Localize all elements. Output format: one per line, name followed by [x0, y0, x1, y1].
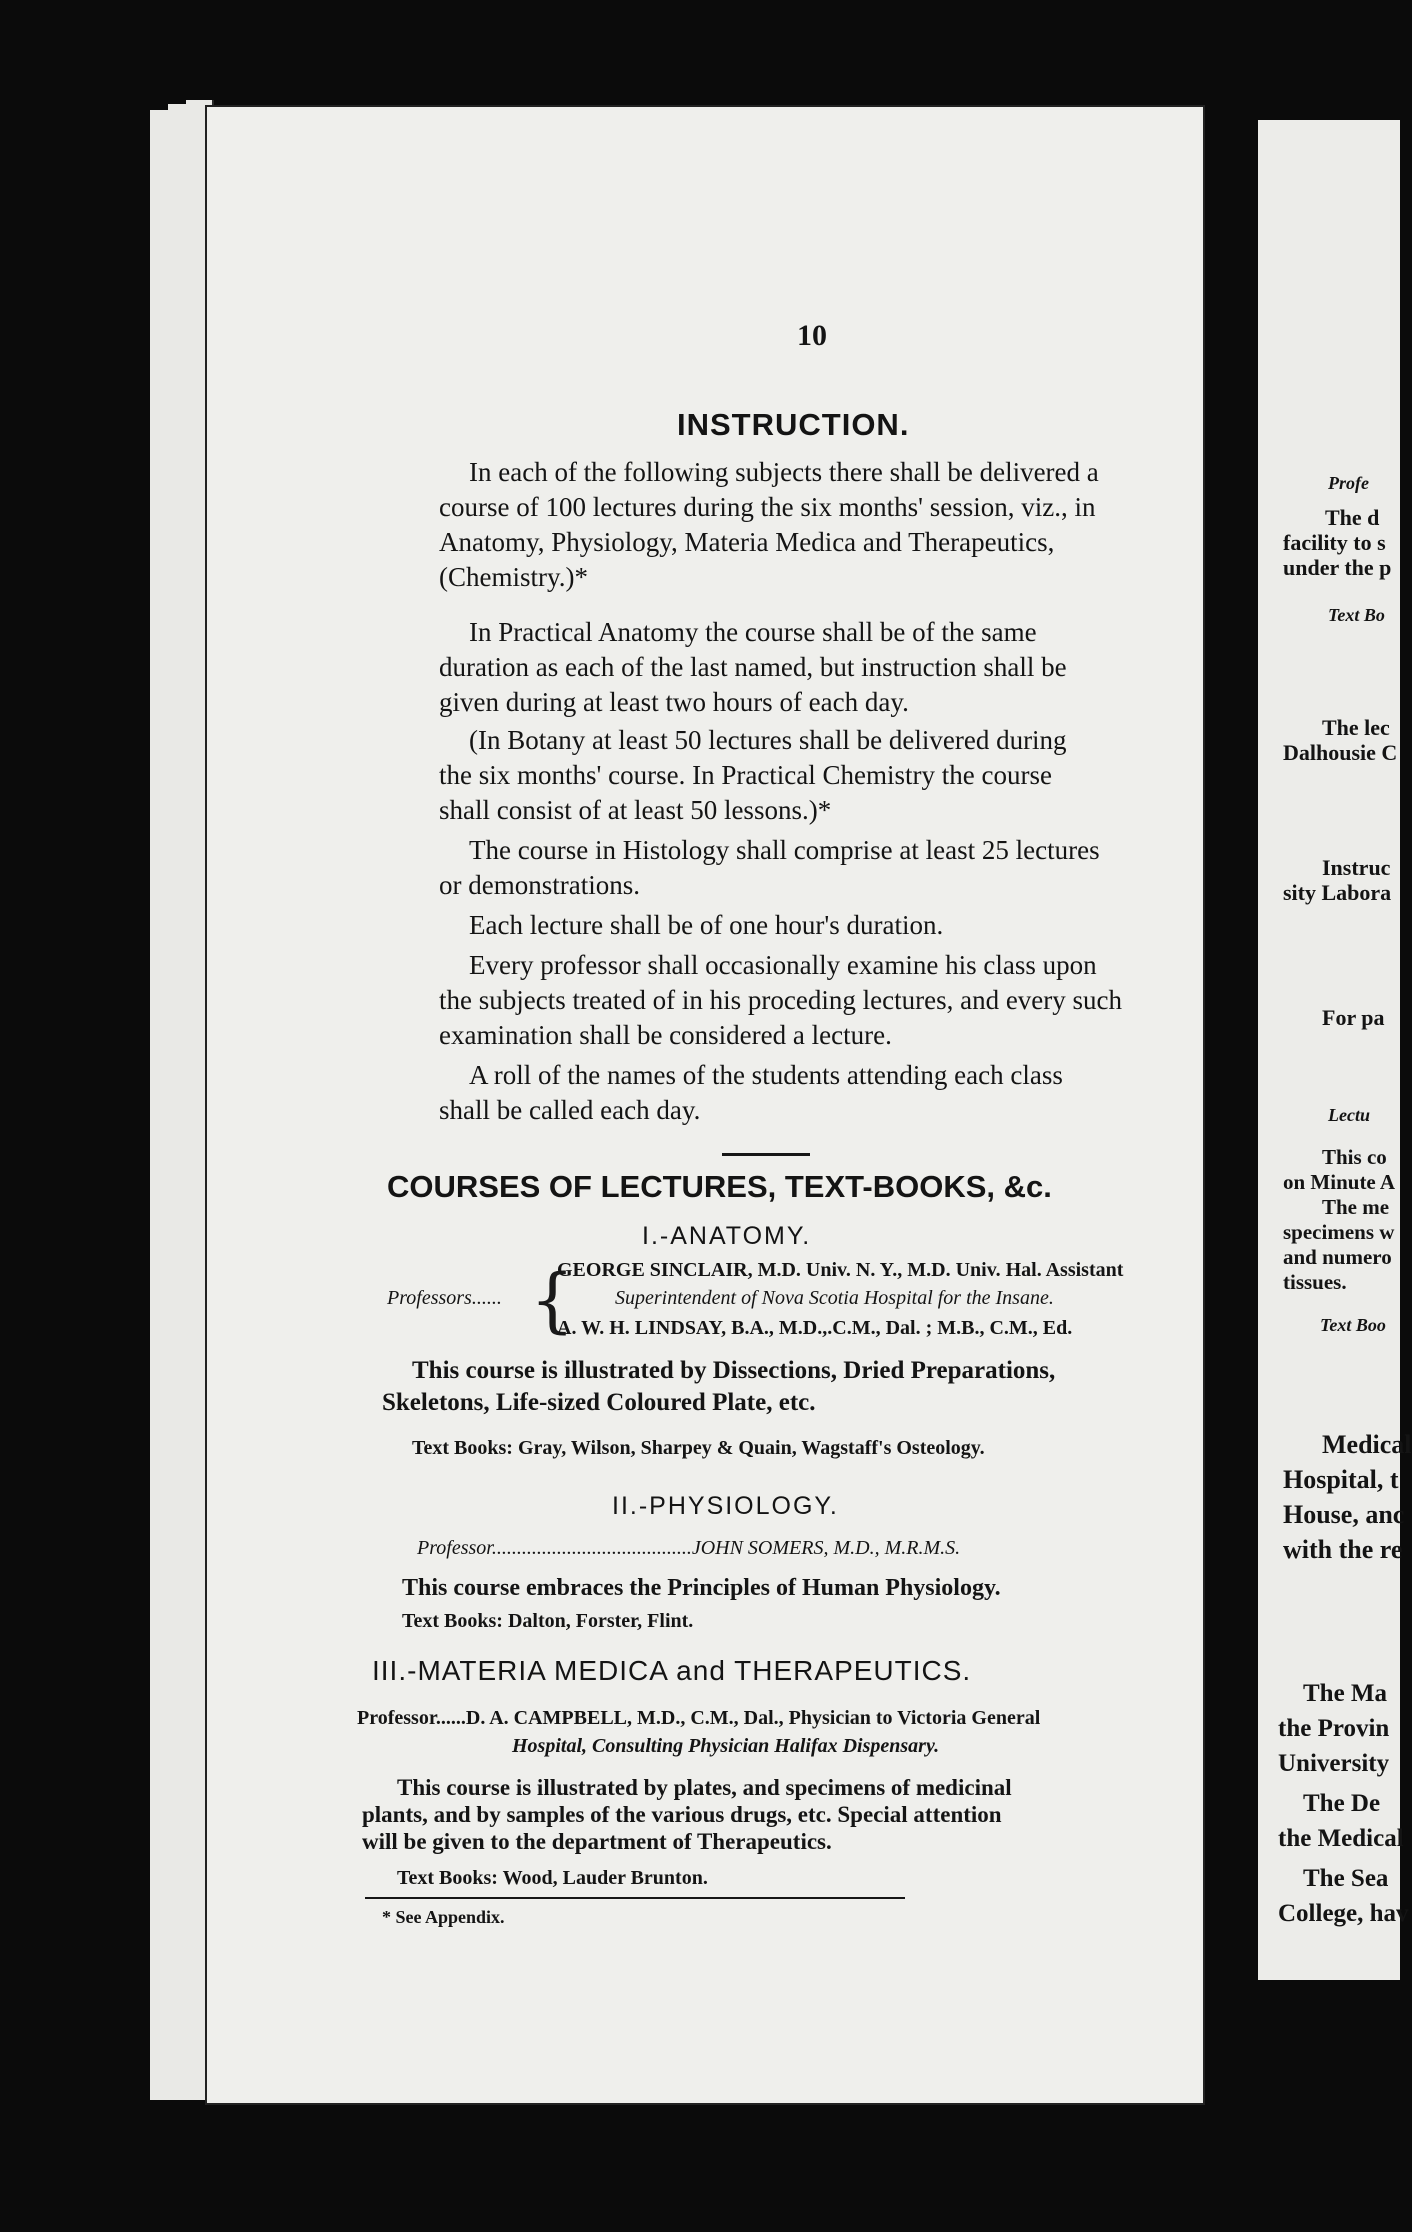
fragment: Text Boo	[1320, 1315, 1386, 1335]
physiology-title: II.-PHYSIOLOGY.	[612, 1492, 839, 1520]
fragment: with the re	[1283, 1535, 1403, 1564]
body-line: the six months' course. In Practical Chemistry the course	[439, 760, 1052, 790]
physiology-professor-line: Professor........................................JOHN SOMERS, M.D., M.R.M.S.	[417, 1537, 961, 1559]
anatomy-professors-label: Professors......	[387, 1287, 502, 1309]
fragment: the Provin	[1278, 1715, 1390, 1742]
professor-line: GEORGE SINCLAIR, M.D. Univ. N. Y., M.D. Univ. Hal. Assistant	[557, 1259, 1124, 1281]
fragment: and numero	[1283, 1245, 1392, 1269]
body-line: In each of the following subjects there shall be delivered a	[469, 457, 1099, 487]
fragment: The d	[1325, 505, 1380, 530]
footnote-rule	[365, 1897, 905, 1899]
materia-description-line: plants, and by samples of the various drugs, etc. Special attention	[362, 1802, 1002, 1827]
materia-description-line: This course is illustrated by plates, and specimens of medicinal	[397, 1775, 1012, 1800]
body-line: A roll of the names of the students attending each class	[469, 1060, 1063, 1090]
physiology-text-books: Text Books: Dalton, Forster, Flint.	[402, 1610, 694, 1632]
fragment: Dalhousie C	[1283, 740, 1398, 765]
fragment: Medical	[1322, 1430, 1412, 1459]
professor-line: Superintendent of Nova Scotia Hospital for the Insane.	[615, 1287, 1054, 1309]
materia-description-line: will be given to the department of Therapeutics.	[362, 1829, 832, 1854]
fragment: Profe	[1328, 473, 1369, 493]
fragment: The me	[1322, 1195, 1390, 1219]
fragment: the Medical	[1278, 1825, 1404, 1852]
brace-icon: {	[530, 1259, 575, 1341]
fragment: The De	[1303, 1790, 1381, 1817]
page-number: 10	[797, 319, 827, 352]
right-page	[1258, 120, 1412, 1980]
left-page	[205, 105, 1205, 2105]
body-line: The course in Histology shall comprise at least 25 lectures	[469, 835, 1100, 865]
body-line: Every professor shall occasionally examine his class upon	[469, 950, 1097, 980]
fragment: Text Bo	[1328, 605, 1385, 625]
body-line: duration as each of the last named, but instruction shall be	[439, 652, 1067, 682]
footnote: * See Appendix.	[382, 1907, 505, 1927]
materia-medica-title: III.-MATERIA MEDICA and THERAPEUTICS.	[372, 1655, 972, 1686]
fragment: University	[1278, 1750, 1390, 1777]
gutter	[1230, 0, 1260, 2232]
body-line: shall consist of at least 50 lessons.)*	[439, 795, 832, 825]
body-line: Each lecture shall be of one hour's duration.	[469, 910, 944, 940]
fragment: Lectu	[1328, 1105, 1370, 1125]
fragment: on Minute A	[1283, 1170, 1396, 1194]
fragment: House, anc	[1283, 1500, 1405, 1529]
anatomy-description-line: This course is illustrated by Dissections, Dried Preparations,	[412, 1357, 1056, 1384]
physiology-description: This course embraces the Principles of Human Physiology.	[402, 1575, 1001, 1601]
fragment: The lec	[1322, 715, 1390, 740]
fragment: For pa	[1322, 1005, 1385, 1030]
fragment: facility to s	[1283, 530, 1386, 555]
courses-heading: COURSES OF LECTURES, TEXT-BOOKS, &c.	[387, 1169, 1052, 1204]
materia-professor-line: Professor......D. A. CAMPBELL, M.D., C.M., Dal., Physician to Victoria General	[357, 1707, 1041, 1729]
materia-text-books: Text Books: Wood, Lauder Brunton.	[397, 1867, 708, 1889]
body-line: course of 100 lectures during the six months' session, viz., in	[439, 492, 1096, 522]
body-line: given during at least two hours of each day.	[439, 687, 909, 717]
anatomy-text-books: Text Books: Gray, Wilson, Sharpey & Quain, Wagstaff's Osteology.	[412, 1437, 985, 1459]
body-line: (In Botany at least 50 lectures shall be delivered during	[469, 725, 1067, 755]
anatomy-title: I.-ANATOMY.	[642, 1222, 812, 1250]
body-line: examination shall be considered a lecture.	[439, 1020, 892, 1050]
body-line: or demonstrations.	[439, 870, 640, 900]
fragment: College, hav	[1278, 1900, 1409, 1927]
fragment: The Sea	[1303, 1865, 1389, 1892]
body-line: In Practical Anatomy the course shall be of the same	[469, 617, 1037, 647]
fragment: specimens w	[1283, 1220, 1395, 1244]
anatomy-description-line: Skeletons, Life-sized Coloured Plate, etc.	[382, 1389, 816, 1416]
fragment: This co	[1322, 1145, 1387, 1169]
section-divider	[722, 1153, 810, 1156]
fragment: under the p	[1283, 555, 1392, 580]
fragment: tissues.	[1283, 1270, 1347, 1294]
professor-line: A. W. H. LINDSAY, B.A., M.D.,.C.M., Dal. ; M.B., C.M., Ed.	[557, 1317, 1073, 1339]
body-line: the subjects treated of in his proceding lectures, and every such	[439, 985, 1123, 1015]
body-line: (Chemistry.)*	[439, 562, 588, 592]
fragment: sity Labora	[1283, 880, 1392, 905]
instruction-heading: INSTRUCTION.	[677, 407, 910, 442]
body-line: shall be called each day.	[439, 1095, 701, 1125]
fragment: Hospital, t	[1283, 1465, 1399, 1494]
body-line: Anatomy, Physiology, Materia Medica and Therapeutics,	[439, 527, 1055, 557]
materia-professor-line: Hospital, Consulting Physician Halifax Dispensary.	[512, 1735, 940, 1757]
fragment: The Ma	[1303, 1680, 1388, 1707]
fragment: Instruc	[1322, 855, 1391, 880]
